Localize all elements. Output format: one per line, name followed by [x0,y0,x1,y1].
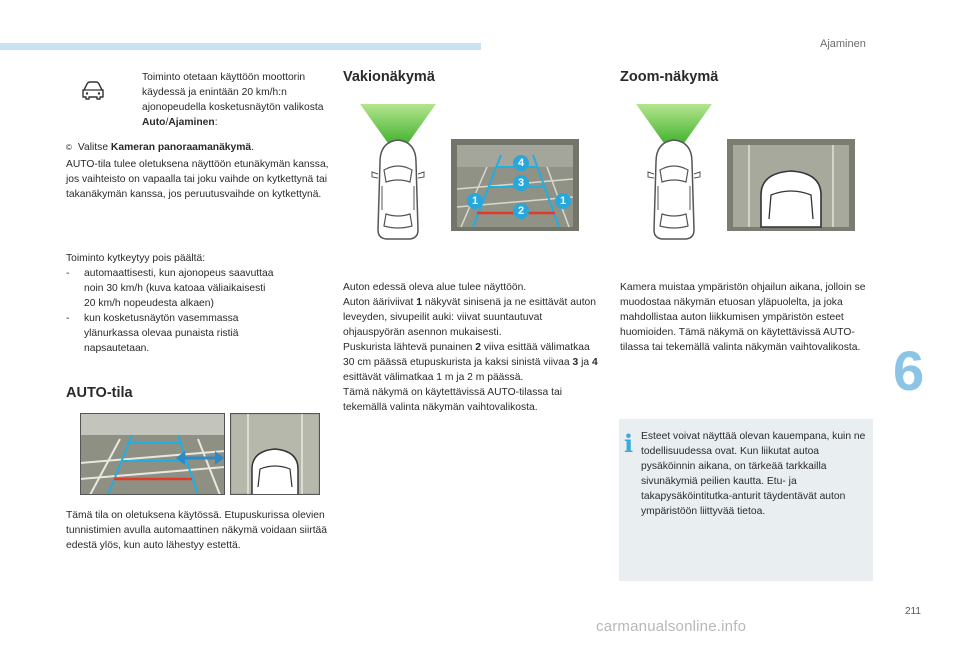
watermark: carmanualsonline.info [596,618,747,635]
info-icon: i [624,429,634,458]
marker-2: 2 [513,203,529,219]
car-outline-icon [80,80,106,102]
intro-text: Toiminto otetaan käyttöön moottorin käydessä ja enintään 20 km/h:n ajonopeudella kosketusnäytön valikosta Auto/Ajaminen: [142,72,324,128]
marker-1-left: 1 [467,193,483,209]
switch-off-intro: Toiminto kytkeytyy pois päältä: [66,253,206,264]
list-item: - automaattisesti, kun ajonopeus saavuttaa noin 30 km/h (kuva katoaa väliaikaisesti 20 km/h nopeudesta alkaen) [66,268,274,309]
top-color-bar [0,43,481,50]
auto-mode-top-view-image [230,413,320,495]
zoom-view-car-diagram [634,102,714,242]
marker-4: 4 [513,155,529,171]
marker-3: 3 [513,175,529,191]
zoom-view-camera-image [727,139,855,231]
switch-off-block [66,251,338,356]
info-box-text: Esteet voivat näyttää olevan kauempana, kuin ne todellisuudessa ovat. Kun liikutat autoa pysäköinnin aikana, on tärkeää tarkkailla sivunäkymiä peilien kautta. Etu- ja takapysäköintitutka-anturit täydentävät auton ympäristöön liittyvää tietoa. [641,431,866,517]
auto-mode-text: Tämä tila on oletuksena käytössä. Etupuskurissa olevien tunnistimien avulla automaattinen näkymä voidaan siirtää edestä ylös, kun auto lähestyy estettä. [66,510,328,551]
section-header: Ajaminen [820,38,866,50]
list-item: - kun kosketusnäytön vasemmassa ylänurkassa olevaa punaista ristiä napsautetaan. [66,313,239,354]
standard-view-text: Auton edessä oleva alue tulee näyttöön. Auton ääriviivat 1 näkyvät sinisenä ja ne esittävät auton leveyden, sivupeilit auki: viivat suuntautuvat ohjauspyörän asennon mukaisesti. Puskurista lähtevä punainen 2 viiva esittää välimatkaa 30 cm päässä etupuskurista ja kaksi sinistä viivaa 3 ja 4 esittävät välimatkaa 1 m ja 2 m päässä. Tämä näkymä on käytettävissä AUTO-tilassa tai tekemällä valinta näkymän vaihtovalikosta. [343,282,598,413]
page-number: 211 [905,606,921,617]
zoom-view-text: Kamera muistaa ympäristön ohjailun aikana, jolloin se muodostaa näkymän etuosan yläpuolelta, ja joka mahdollistaa auton liikkumisen ympäristön esteet huomioiden. Tämä näkymä on käytettävissä AUTO-tilassa tai tekemällä valinta näkymän vaihtovalikosta. [620,282,866,353]
zoom-view-title: Zoom-näkymä [620,69,719,85]
auto-default-paragraph: AUTO-tila tulee oletuksena näyttöön etunäkymän kanssa, jos vaihteisto on vapaalla tai joku vaihde on kytkettynä tai takanäkymän kanssa, jos peruutusvaihde on kytkettynä. [66,159,329,200]
marker-1-right: 1 [555,193,571,209]
standard-view-car-diagram [358,102,438,242]
select-instruction: © Valitse Kameran panoraamanäkymä. [66,142,255,153]
chapter-number: 6 [893,339,925,402]
standard-view-title: Vakionäkymä [343,69,435,85]
double-arrow-icon [176,448,224,468]
auto-mode-title: AUTO-tila [66,385,133,401]
